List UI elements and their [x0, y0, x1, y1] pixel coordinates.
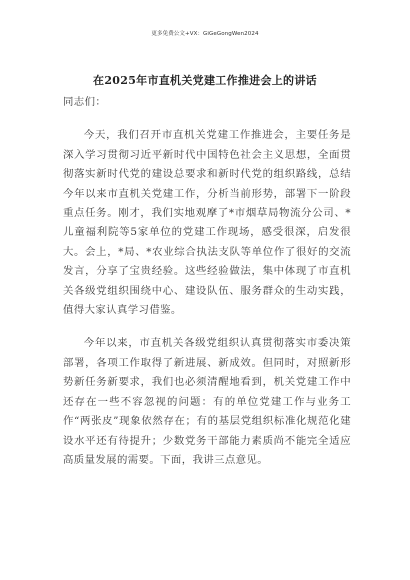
document-body	[63, 93, 351, 470]
paragraph-1: 今天，我们召开市直机关党建工作推进会，主要任务是深入学习贯彻习近平新时代中国特色社会主义思想，全面贯彻落实新时代党的建设总要求和新时代党的组织路线，总结今年以来市直机关党建工作，分析当前形势，部署下一阶段重点任务。刚才，我们实地观摩了*市烟草局物流分公司、*儿童福利院等5家单位的党建工作现场，感受很深，启发很大。会上，*局、*农业综合执法支队等单位作了很好的交流发言，分享了宝贵经验。这些经验做法，集中体现了市直机关各级党组织围绕中心、建设队伍、服务群众的生动实践，值得大家认真学习借鉴。	[63, 129, 351, 317]
paragraph-2: 今年以来，市直机关各级党组织认真贯彻落实市委决策部署，各项工作取得了新进展、新成效。但同时，对照新形势新任务新要求，我们也必须清醒地看到，机关党建工作中还存在一些不容忽视的问题：有的单位党建工作与业务工作“两张皮”现象依然存在；有的基层党组织标准化规范化建设水平还有待提升；少数党务干部能力素质尚不能完全适应高质量发展的需要。下面，我讲三点意见。	[63, 337, 351, 466]
document-title: 在2025年市直机关党建工作推进会上的讲话	[93, 74, 317, 87]
salutation: 同志们：	[63, 96, 107, 108]
header-note: 更多免费公文+VX：GiGeGongWen2024	[151, 31, 259, 37]
